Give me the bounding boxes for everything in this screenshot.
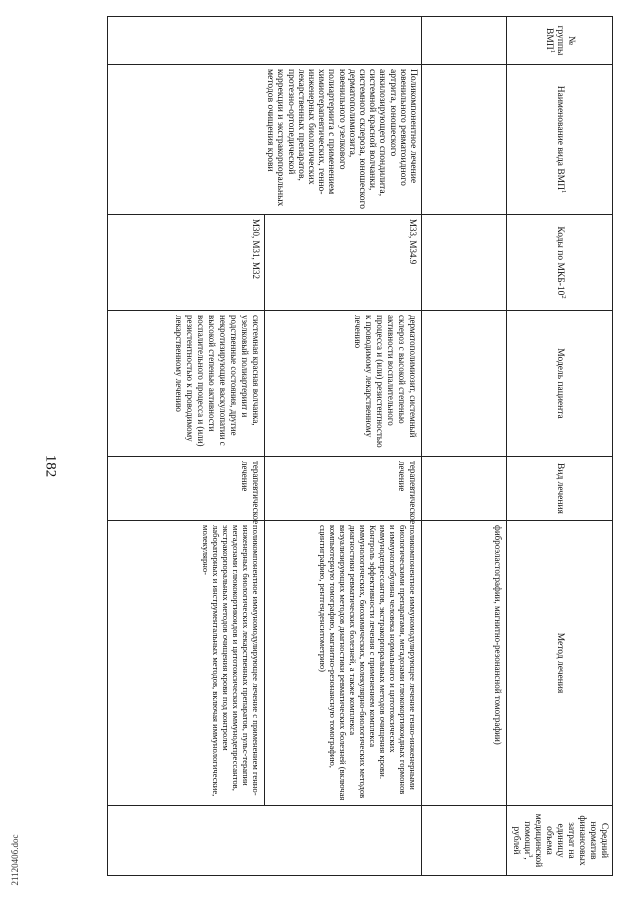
patient-model-cell: системная красная волчанка, узелковый полиартериит и родственные состояния, другие некротизирующие васкулопатии с высокой степенью активности воспалительного процесса и (или) резистентностью к проводимому лекарственному лечению — [108, 311, 265, 457]
treatment-type-cell: терапевтическое лечение — [265, 457, 422, 521]
header-cost: Средний норматив финансовых затрат на единицу объема медицинской помощи$^3$, рублей — [507, 806, 613, 876]
header-method: Метод лечения — [507, 521, 613, 806]
file-name: 2112040б.doc — [10, 834, 20, 886]
empty-cell — [422, 65, 507, 215]
page-number: 182 — [42, 454, 59, 478]
icd-codes-cell: M33, M34.9 — [265, 215, 422, 311]
empty-cell — [422, 215, 507, 311]
patient-model-cell: дерматополимиозит, системный склероз с высокой степенью активности воспалительного процесса и (или) резистентностью к проводимому лекарственному лечению — [265, 311, 422, 457]
table-row — [265, 17, 422, 876]
group-no-cell — [108, 17, 422, 65]
method-cell: поликомпонентное иммуномодулирующее лечение с применением генно-инженерных биологических лекарственных препаратов, пульс-терапии мегадозами глюкокортикоидов и цитотоксических иммунодепрессантов, экстракорпоральных методов очищения крови под контролем лабораторных и инструментальных методов, включая иммунологические, молекулярно- — [108, 521, 265, 806]
rotated-table-container — [83, 16, 613, 875]
empty-cell — [422, 806, 507, 876]
header-treatment-type: Вид лечения — [507, 457, 613, 521]
header-vmp-name: Наименование вида ВМП$^1$ — [507, 65, 613, 215]
document-sheet — [83, 16, 613, 875]
cost-cell — [108, 806, 422, 876]
method-cell: поликомпонентное иммуномодулирующее лечение генно-инженерными биологическими препаратами, мегадозами глюкокортикоидных гормонов и иммуноглобулина человека нормального и цитотоксических иммунодепрессантов, экстракорпоральных методов очищения крови. Контроль эффективности лечения с применением комплекса иммунологических, биохимических, молекулярно-биологических методов диагностики ревматических болезней, а также комплекса визуализирующих методов диагностики ревматических болезней (включая компьютерную томографию, магнитно-резонансную томографию, сцинтиграфию, рентгенденситометрию) — [265, 521, 422, 806]
continuation-row — [422, 17, 507, 876]
header-patient-model: Модель пациента — [507, 311, 613, 457]
empty-cell — [422, 457, 507, 521]
treatment-type-cell: терапевтическое лечение — [108, 457, 265, 521]
vmp-table — [107, 16, 613, 876]
icd-codes-cell: M30, M31, M32 — [108, 215, 265, 311]
empty-cell — [422, 311, 507, 457]
header-icd-codes: Коды по МКБ-$10^2$ — [507, 215, 613, 311]
header-group-no: № группы ВМП$^1$ — [507, 17, 613, 65]
method-continuation: фиброэластографии, магнитно-резонансной томографии) — [422, 521, 507, 806]
header-row — [507, 17, 613, 876]
vmp-name-cell: Поликомпонентное лечение ювенильного ревматоидного артрита, юношеского анкилозирующего спондилита, системной красной волчанки, системного склероза, юношеского дерматополимиозита, ювенильного узелкового полиартериита с применением химиотерапевтических, генно-инженерных биологических лекарственных препаратов, протезно-ортопедической коррекции и экстракорпоральных методов очищения крови — [108, 65, 422, 215]
empty-cell — [422, 17, 507, 65]
